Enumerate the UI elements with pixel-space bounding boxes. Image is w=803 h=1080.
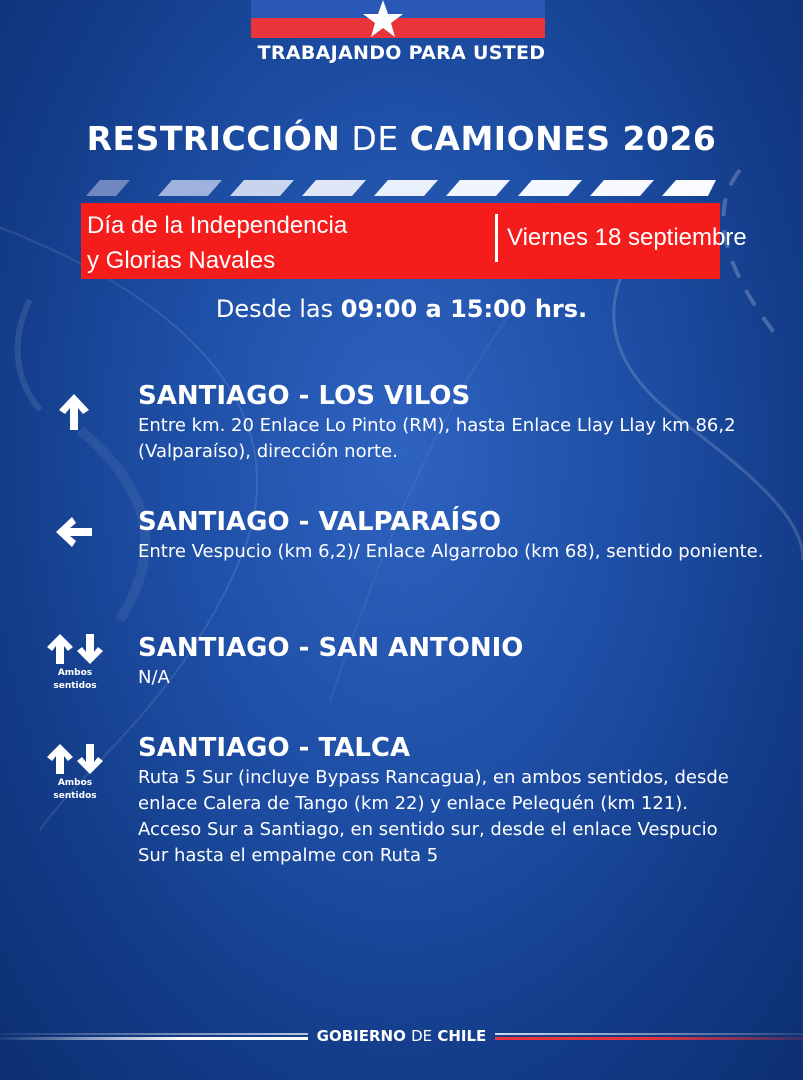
route-name: SANTIAGO - VALPARAÍSO [138,507,501,537]
route-santiago-valparaiso [138,507,778,565]
star-icon [362,0,404,40]
holiday-date: Viernes 18 septiembre [507,224,747,251]
route-name: SANTIAGO - SAN ANTONIO [138,633,524,663]
route-name: SANTIAGO - TALCA [138,733,411,763]
arrows-up-down-icon: Ambos sentidos [43,742,107,802]
road-stripes-divider [86,180,716,196]
footer-text: GOBIERNO DE CHILE [316,1027,487,1045]
route-name: SANTIAGO - LOS VILOS [138,381,471,411]
route-description: N/A [138,667,170,688]
route-description: Entre Vespucio (km 6,2)/ Enlace Algarrobo (km 68), sentido poniente. [138,541,764,562]
arrow-left-icon [42,515,106,549]
footer-logo [0,1027,803,1047]
banner-separator [495,214,498,262]
chile-flag-logo [251,0,545,38]
arrow-up-icon [42,392,106,432]
holiday-name: Día de la Independencia y Glorias Navales [87,212,348,274]
tagline: TRABAJANDO PARA USTED [257,42,546,64]
route-description: Entre km. 20 Enlace Lo Pinto (RM), hasta Enlace Llay Llay km 86,2 (Valparaíso), dirección norte. [138,415,736,462]
holiday-banner [81,203,747,279]
page-title: RESTRICCIÓN DE CAMIONES 2026 [86,119,717,158]
route-santiago-talca [138,733,738,869]
arrows-up-down-icon: Ambos sentidos [43,632,107,692]
route-santiago-san-antonio [138,633,778,691]
route-santiago-los-vilos [138,381,778,465]
route-description: Ruta 5 Sur (incluye Bypass Rancagua), en ambos sentidos, desde enlace Calera de Tango (km 22) y enlace Pelequén (km 121). Acceso Sur a Santiago, en sentido sur, desde el enlace Vespucio Sur hasta el empalme con Ruta 5 [138,767,729,866]
restriction-hours: Desde las 09:00 a 15:00 hrs. [215,295,588,323]
